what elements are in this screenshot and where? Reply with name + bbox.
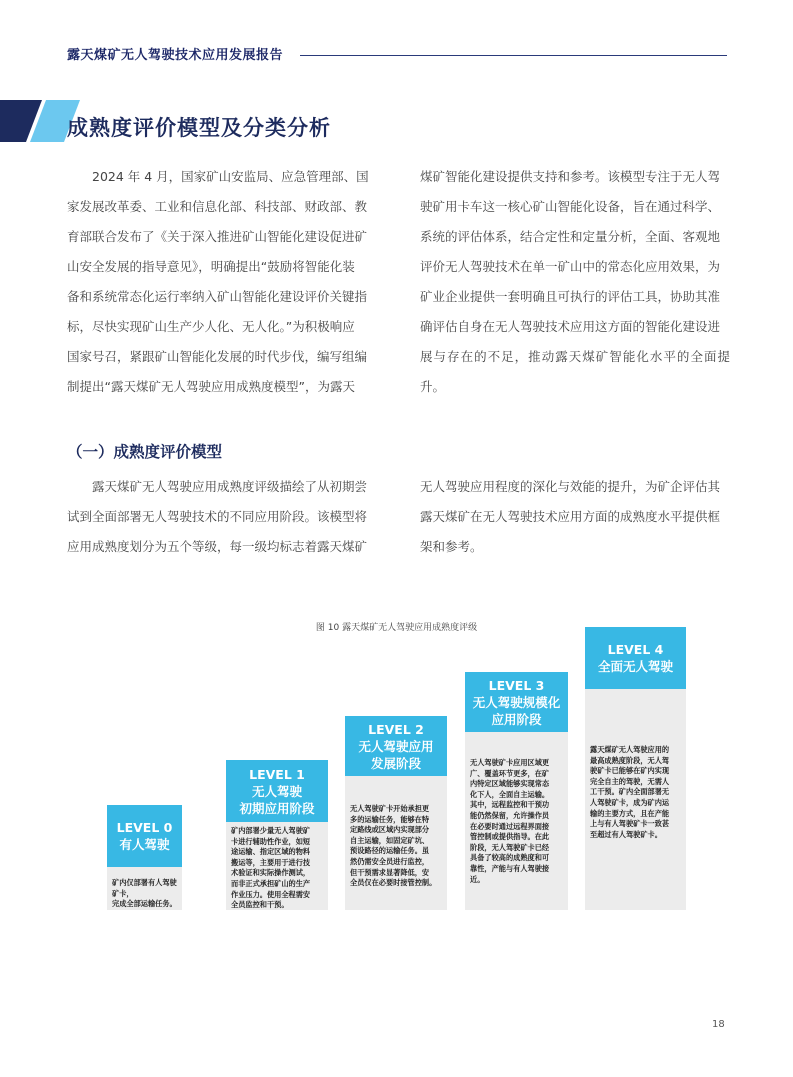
level-3-text-line: 其中，远程监控和干预功 xyxy=(470,800,550,810)
level-2-text-line: 多的运输任务，能够在特 xyxy=(350,814,430,824)
level-2-text-line: 全员仅在必要时接管控制。 xyxy=(350,878,437,888)
level-3-header xyxy=(465,672,568,732)
level-2-description xyxy=(350,804,445,889)
figure-caption: 图 10 露天煤矿无人驾驶应用成熟度评级 xyxy=(315,623,478,633)
level-3-text-line: 化下人，全面自主运输。 xyxy=(470,789,550,799)
subsection-line: 露天煤矿无人驾驶应用成熟度评级描绘了从初期尝 xyxy=(92,479,368,494)
level-3-description xyxy=(470,758,566,885)
intro-line: 煤矿智能化建设提供支持和参考。该模型专注于无人驾 xyxy=(420,169,721,184)
level-3-stage: 应用阶段 xyxy=(491,711,542,727)
header-rule xyxy=(300,55,727,56)
page-number: 18 xyxy=(712,1019,725,1030)
level-3-text-line: 具备了较高的成熟度和可 xyxy=(470,853,550,863)
intro-line: 育部联合发布了《关于深入推进矿山智能化建设促进矿 xyxy=(67,229,368,244)
level-2-code: LEVEL 2 xyxy=(368,721,424,737)
level-3-code: LEVEL 3 xyxy=(488,677,545,693)
level-1-stage: 初期应用阶段 xyxy=(239,800,315,816)
level-1-text-line: 作业压力。使用全程需安 xyxy=(231,889,311,899)
intro-line: 展与存在的不足，推动露天煤矿智能化水平的全面提升。 xyxy=(420,349,730,394)
level-0-description xyxy=(112,878,180,910)
level-0-name: 有人驾驶 xyxy=(119,837,170,852)
level-3-text-line: 在必要时通过远程界面接 xyxy=(470,821,550,831)
intro-line: 标，尽快实现矿山生产少人化、无人化。”为积极响应 xyxy=(67,319,355,334)
subsection-line: 试到全面部署无人驾驶技术的不同应用阶段。该模型将 xyxy=(67,509,368,524)
level-1-name: 无人驾驶 xyxy=(251,783,302,799)
level-3-text-line: 近。 xyxy=(470,874,485,884)
level-1-code: LEVEL 1 xyxy=(249,766,305,782)
intro-line: 确评估自身在无人驾驶技术应用这方面的智能化建设进 xyxy=(420,319,721,334)
level-1-text-line: 卡进行辅助性作业，如短 xyxy=(231,836,311,846)
level-1-header xyxy=(226,760,328,822)
level-4-text-line: 人驾驶矿卡，成为矿内运 xyxy=(590,797,670,807)
level-4-header xyxy=(585,627,686,689)
level-3-text-line: 能仍然保留，允许操作员 xyxy=(470,810,550,820)
intro-line: 备和系统常态化运行率纳入矿山智能化建设评价关键指 xyxy=(67,289,368,304)
level-0-header xyxy=(107,805,182,867)
level-4-code: LEVEL 4 xyxy=(607,642,664,657)
level-4-text-line: 驶矿卡已能够在矿内实现 xyxy=(590,766,670,776)
level-1-text-line: 途运输、指定区域的物料 xyxy=(231,847,311,857)
level-4-text-line: 至超过有人驾驶矿卡。 xyxy=(590,829,662,839)
running-header-title: 露天煤矿无人驾驶技术应用发展报告 xyxy=(67,48,284,63)
level-0-text-line: 完成全部运输任务。 xyxy=(112,899,177,909)
intro-line: 系统的评估体系，结合定性和定量分析，全面、客观地 xyxy=(420,229,721,244)
level-2-text-line: 自主运输，如固定矿坑、 xyxy=(350,835,430,845)
level-4-name: 全面无人驾驶 xyxy=(597,659,673,674)
level-0-code: LEVEL 0 xyxy=(116,820,173,835)
level-2-name: 无人驾驶应用 xyxy=(358,738,434,754)
level-1-text-line: 矿内部署少量无人驾驶矿 xyxy=(231,826,311,835)
intro-left-column xyxy=(67,162,377,402)
level-4-text-line: 完全自主的驾驶，无需人 xyxy=(590,776,670,786)
level-1-text-line: 全员监控和干预。 xyxy=(231,900,289,910)
level-3-text-line: 内特定区域能够实现常态 xyxy=(470,779,550,789)
level-4-text-line: 露天煤矿无人驾驶应用的 xyxy=(590,745,670,754)
level-3-text-line: 靠性，产能与有人驾驶接 xyxy=(470,863,550,873)
level-4-text-line: 最高成熟度阶段，无人驾 xyxy=(590,755,670,765)
level-2-text-line: 定路线或区域内实现部分 xyxy=(350,825,430,835)
intro-right-column xyxy=(420,162,730,402)
level-3-text-line: 广、覆盖环节更多，在矿 xyxy=(470,768,550,778)
intro-line: 驶矿用卡车这一核心矿山智能化设备，旨在通过科学、 xyxy=(420,199,721,214)
intro-line: 2024 年 4 月，国家矿山安监局、应急管理部、国 xyxy=(92,169,369,184)
intro-line: 山安全发展的指导意见》，明确提出“鼓励将智能化装 xyxy=(67,259,355,274)
level-1-text-line: 而非正式承担矿山的生产 xyxy=(231,878,311,888)
intro-line: 国家号召，紧跟矿山智能化发展的时代步伐，编写组编 xyxy=(67,349,368,364)
level-2-stage: 发展阶段 xyxy=(370,755,421,771)
level-1-text-line: 术验证和实际操作测试， xyxy=(231,868,311,878)
level-4-description xyxy=(590,745,685,840)
level-4-text-line: 输的主要方式，且在产能 xyxy=(590,808,670,818)
level-4-text-line: 上与有人驾驶矿卡一致甚 xyxy=(590,819,670,829)
level-3-text-line: 管控制或提供指导。在此 xyxy=(470,832,550,842)
level-2-text-line: 但干预需求显著降低，安 xyxy=(350,867,430,877)
subsection-right-column xyxy=(420,472,730,562)
subsection-title: （一）成熟度评价模型 xyxy=(67,443,223,461)
subsection-left-column xyxy=(67,472,377,562)
level-3-name: 无人驾驶规模化 xyxy=(472,694,561,710)
level-4-text-line: 工干预。矿内全面部署无 xyxy=(590,787,670,797)
level-3-text-line: 阶段，无人驾驶矿卡已经 xyxy=(470,842,550,852)
level-0-text-line: 矿内仅部署有人驾驶矿卡， xyxy=(112,878,177,898)
subsection-line: 露天煤矿在无人驾驶技术应用方面的成熟度水平提供框 xyxy=(420,509,721,524)
intro-line: 家发展改革委、工业和信息化部、科技部、财政部、教 xyxy=(67,199,368,214)
subsection-line: 架和参考。 xyxy=(420,539,483,554)
subsection-line: 无人驾驶应用程度的深化与效能的提升，为矿企评估其 xyxy=(420,479,721,494)
intro-line: 评价无人驾驶技术在单一矿山中的常态化应用效果，为 xyxy=(420,259,721,274)
intro-line: 制提出“露天煤矿无人驾驶应用成熟度模型”，为露天 xyxy=(67,379,355,394)
level-2-text-line: 预设路径的运输任务。虽 xyxy=(350,846,430,856)
level-1-description xyxy=(231,826,326,911)
intro-line: 矿业企业提供一套明确且可执行的评估工具，协助其准 xyxy=(420,289,721,304)
level-2-header xyxy=(345,716,447,776)
level-3-text-line: 无人驾驶矿卡应用区域更 xyxy=(470,758,550,767)
level-2-text-line: 然仍需安全员进行监控， xyxy=(350,856,430,866)
subsection-line: 应用成熟度划分为五个等级，每一级均标志着露天煤矿 xyxy=(67,539,368,554)
section-title: 成熟度评价模型及分类分析 xyxy=(67,116,331,140)
level-1-text-line: 搬运等，主要用于进行技 xyxy=(231,857,311,867)
level-2-text-line: 无人驾驶矿卡开始承担更 xyxy=(350,804,430,813)
